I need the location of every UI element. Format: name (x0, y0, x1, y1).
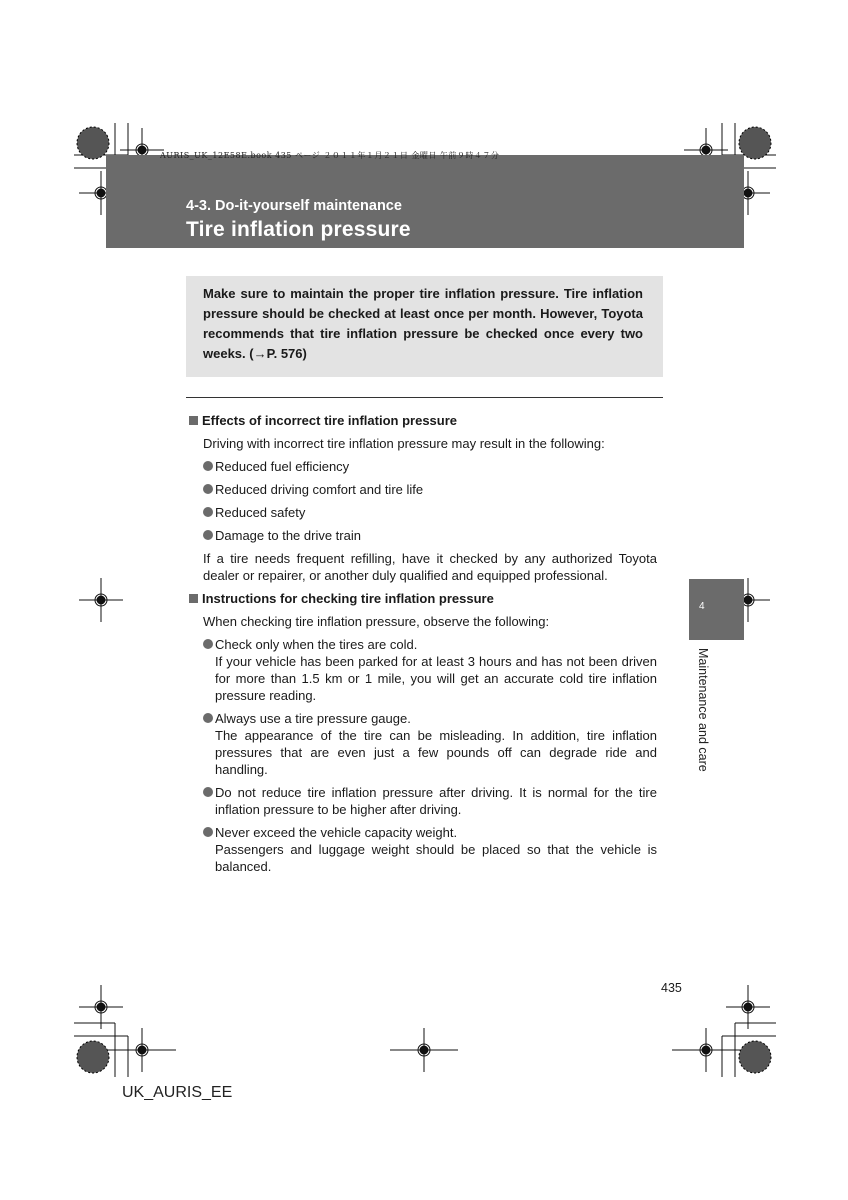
chapter-tab-label: Maintenance and care (696, 648, 710, 772)
list-item: Never exceed the vehicle capacity weight. Passengers and luggage weight should be placed so that the vehicle is balanced. (203, 824, 657, 875)
square-bullet-icon (189, 594, 198, 603)
round-bullet-icon (203, 461, 213, 471)
chapter-tab (689, 579, 744, 640)
page-number: 435 (661, 981, 682, 995)
round-bullet-icon (203, 827, 213, 837)
round-bullet-icon (203, 484, 213, 494)
section-heading-text: Effects of incorrect tire inflation pressure (202, 413, 458, 428)
intro-box (186, 276, 663, 377)
section-heading (189, 412, 657, 429)
intro-text: Make sure to maintain the proper tire inflation pressure. Tire inflation pressure should be checked at least once per month. However, Toyota recommends that tire inflation pressure be checked once every two weeks. ( (203, 286, 643, 361)
print-metadata-line: AURIS_UK_12E58E.book 435 ページ ２０１１年１月２１日 金曜日 午前９時４７分 (160, 151, 500, 160)
intro-page-reference: P. 576) (266, 346, 307, 361)
list-item: Do not reduce tire inflation pressure after driving. It is normal for the tire inflation pressure to be higher after driving. (203, 784, 657, 818)
section-label: 4-3. Do-it-yourself maintenance (186, 198, 402, 214)
round-bullet-icon (203, 507, 213, 517)
round-bullet-icon (203, 530, 213, 540)
list-item: Reduced fuel efficiency (203, 458, 657, 475)
main-content (189, 412, 657, 881)
lead-paragraph: When checking tire inflation pressure, observe the following: (203, 614, 550, 629)
page-title: Tire inflation pressure (186, 218, 411, 241)
reference-arrow-icon: → (253, 346, 267, 361)
square-bullet-icon (189, 416, 198, 425)
list-item: Damage to the drive train (203, 527, 657, 544)
note-paragraph: If a tire needs frequent refilling, have it checked by any authorized Toyota dealer or repairer, or another duly qualified and equipped professional. (203, 551, 657, 583)
round-bullet-icon (203, 713, 213, 723)
chapter-number: 4 (699, 601, 705, 612)
footer-code: UK_AURIS_EE (122, 1084, 233, 1101)
section-heading (189, 590, 657, 607)
list-item: Reduced safety (203, 504, 657, 521)
section-heading-text: Instructions for checking tire inflation pressure (202, 591, 494, 606)
list-item: Check only when the tires are cold. If your vehicle has been parked for at least 3 hours and has not been driven for more than 1.5 km or 1 mile, you will get an accurate cold tire inflation pressure reading. (203, 636, 657, 704)
lead-paragraph: Driving with incorrect tire inflation pressure may result in the following: (203, 436, 605, 451)
list-item: Reduced driving comfort and tire life (203, 481, 657, 498)
round-bullet-icon (203, 639, 213, 649)
divider-rule (186, 397, 663, 398)
list-item: Always use a tire pressure gauge. The appearance of the tire can be misleading. In addition, tire inflation pressures that are even just a few pounds off can degrade ride and handling. (203, 710, 657, 778)
round-bullet-icon (203, 787, 213, 797)
